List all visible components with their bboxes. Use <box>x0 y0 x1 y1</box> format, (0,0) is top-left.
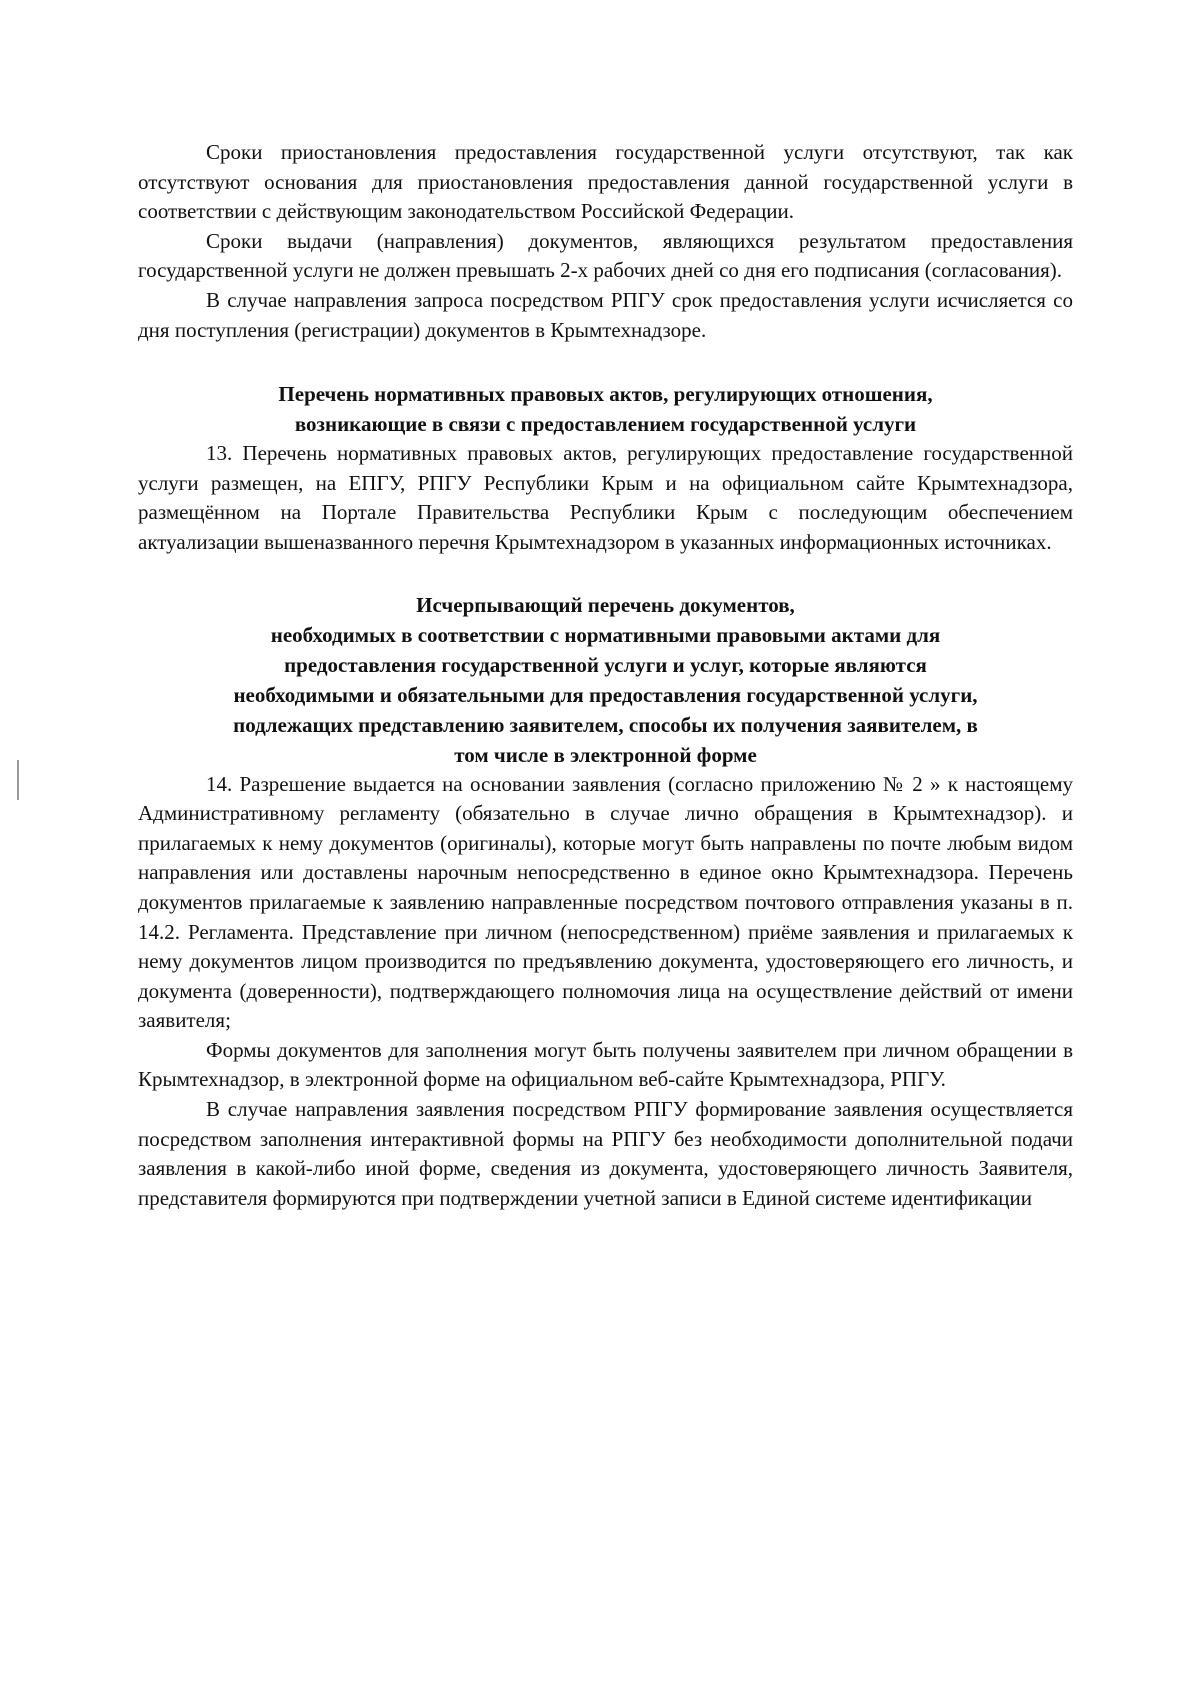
paragraph-document-forms: Формы документов для заполнения могут быть получены заявителем при личном обращении в Крымтехнадзор, в электронной форме на официальном веб-сайте Крымтехнадзора, РПГУ. <box>138 1037 1073 1092</box>
heading-legal-acts-line-2: возникающие в связи с предоставлением государственной услуги <box>294 412 917 437</box>
heading-documents-list-line-4: необходимыми и обязательными для предоставления государственной услуги, <box>233 682 978 707</box>
heading-documents-list-line-3: предоставления государственной услуги и услуг, которые являются <box>284 652 927 677</box>
paragraph-14: 14. Разрешение выдается на основании заявления (согласно приложению № 2 » к настоящему Административному регламенту (обязательно в случае лично обращения в Крымтехнадзор). и прилагаемых к нему документов (оригиналы), которые могут быть направлены по почте любым видом направления или доставлены нарочным непосредственно в единое окно Крымтехнадзора. Перечень документов прилагаемые к заявлению направленные посредством почтового отправления указаны в п. 14.2. Регламента. Представление при личном (непосредственном) приёме заявления и прилагаемых к нему документов лицом производится по предъявлению документа, удостоверяющего его личность, и документа (доверенности), подтверждающего полномочия лица на осуществление действий от имени заявителя; <box>138 771 1073 1033</box>
paragraph-issuance-terms: Сроки выдачи (направления) документов, являющихся результатом предоставления государственной услуги не должен превышать 2-х рабочих дней со дня его подписания (согласования). <box>138 228 1073 283</box>
scan-margin-mark <box>17 760 19 800</box>
paragraph-13: 13. Перечень нормативных правовых актов, регулирующих предоставление государственной услуги размещен, на ЕПГУ, РПГУ Республики Крым и на официальном сайте Крымтехнадзора, размещённом на Портале Правительства Республики Крым с последующим обеспечением актуализации вышеназванного перечня Крымтехнадзором в указанных информационных источниках. <box>138 441 1073 554</box>
heading-legal-acts <box>138 379 1073 439</box>
heading-documents-list-line-6: том числе в электронной форме <box>454 742 757 767</box>
heading-documents-list <box>138 590 1073 770</box>
heading-legal-acts-line-1: Перечень нормативных правовых актов, регулирующих отношения, <box>278 382 933 407</box>
document-body <box>138 138 1073 1213</box>
paragraph-rpgu-application: В случае направления заявления посредством РПГУ формирование заявления осуществляется посредством заполнения интерактивной формы на РПГУ без необходимости дополнительной подачи заявления в какой-либо иной форме, сведения из документа, удостоверяющего личность Заявителя, представителя формируются при подтверждении учетной записи в Единой системе идентификации <box>138 1097 1073 1210</box>
paragraph-suspension-terms: Сроки приостановления предоставления государственной услуги отсутствуют, так как отсутствуют основания для приостановления предоставления данной государственной услуги в соответствии с действующим законодательством Российской Федерации. <box>138 140 1073 224</box>
heading-documents-list-line-1: Исчерпывающий перечень документов, <box>416 592 795 617</box>
paragraph-rpgu-request-terms: В случае направления запроса посредством РПГУ срок предоставления услуги исчисляется со дня поступления (регистрации) документов в Крымтехнадзоре. <box>138 287 1073 342</box>
heading-documents-list-line-5: подлежащих представлению заявителем, способы их получения заявителем, в <box>233 712 978 737</box>
heading-documents-list-line-2: необходимых в соответствии с нормативными правовыми актами для <box>270 622 941 647</box>
